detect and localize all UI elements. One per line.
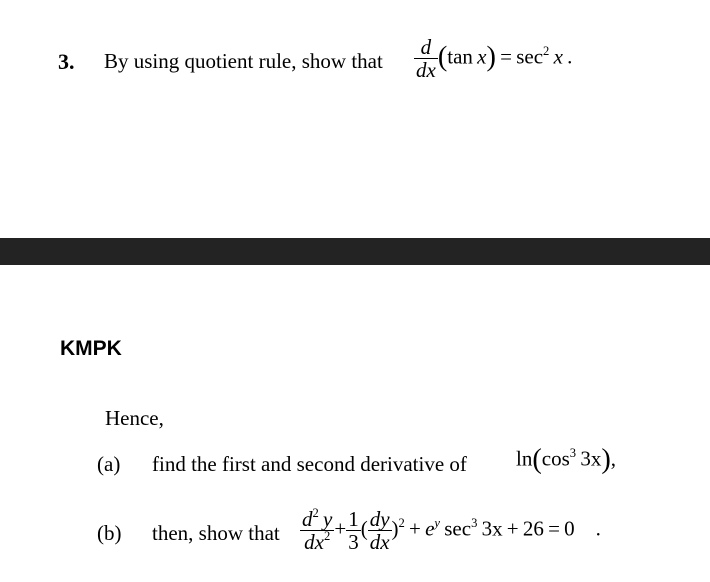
part-a-formula — [516, 446, 616, 474]
ln-function: ln — [516, 446, 533, 471]
part-a-text: find the first and second derivative of — [152, 452, 467, 476]
plus-sign: + — [334, 516, 347, 541]
tan-function: tan — [447, 44, 473, 69]
close-paren: ) — [601, 444, 611, 475]
open-paren: ( — [437, 41, 448, 73]
derivative-operator — [414, 36, 438, 81]
question-text: By using quotient rule, show that — [104, 49, 383, 73]
cos-power: 3 — [569, 445, 577, 460]
equals-sign: = — [548, 516, 560, 541]
second-derivative-numerator: $d^2$ y — [302, 506, 333, 531]
question-formula — [414, 36, 572, 81]
formula-comma: , — [610, 446, 617, 471]
second-derivative-denominator: $dx^2$ — [304, 529, 331, 555]
formula-period: . — [595, 516, 601, 541]
variable-x: x — [553, 44, 563, 69]
one-third-fraction — [346, 508, 361, 553]
first-derivative-denominator: dx — [369, 530, 390, 555]
part-a-label: (a) — [97, 452, 121, 476]
first-derivative-fraction — [368, 508, 392, 553]
question-number: 3. — [58, 49, 75, 74]
derivative-numerator: d — [414, 36, 438, 59]
exponential-e: e — [425, 516, 435, 541]
close-paren: ) — [391, 516, 399, 541]
open-paren: ( — [360, 516, 368, 541]
sec-function: sec — [516, 44, 544, 69]
page-divider-band — [0, 238, 710, 265]
constant-term: 26 — [522, 516, 544, 541]
exponential-power: y — [434, 515, 441, 530]
formula-period: . — [567, 44, 573, 69]
derivative-denominator: dx — [416, 58, 436, 83]
sec-argument: 3x — [481, 516, 503, 541]
square-power: 2 — [398, 515, 405, 530]
plus-sign: + — [506, 516, 519, 541]
one-third-denominator: 3 — [348, 530, 359, 555]
part-b-text: then, show that — [152, 521, 280, 545]
sec-power: 2 — [543, 43, 550, 58]
part-b-formula — [300, 508, 601, 553]
first-derivative-numerator: dy — [369, 507, 390, 531]
cos-argument: 3x — [580, 446, 602, 471]
close-paren: ) — [486, 41, 496, 73]
watermark-text: KMPK — [60, 337, 122, 360]
cos-function: cos — [541, 446, 570, 471]
zero-term: 0 — [564, 516, 575, 541]
sec-power: 3 — [471, 515, 478, 530]
open-paren: ( — [532, 444, 542, 475]
sec-function: sec — [444, 516, 472, 541]
hence-text: Hence, — [105, 406, 164, 430]
equals-sign: = — [500, 44, 512, 69]
part-b-label: (b) — [97, 521, 122, 545]
one-third-numerator: 1 — [348, 507, 359, 531]
plus-sign: + — [409, 516, 421, 541]
second-derivative-fraction — [300, 508, 334, 553]
variable-x: x — [477, 44, 487, 69]
